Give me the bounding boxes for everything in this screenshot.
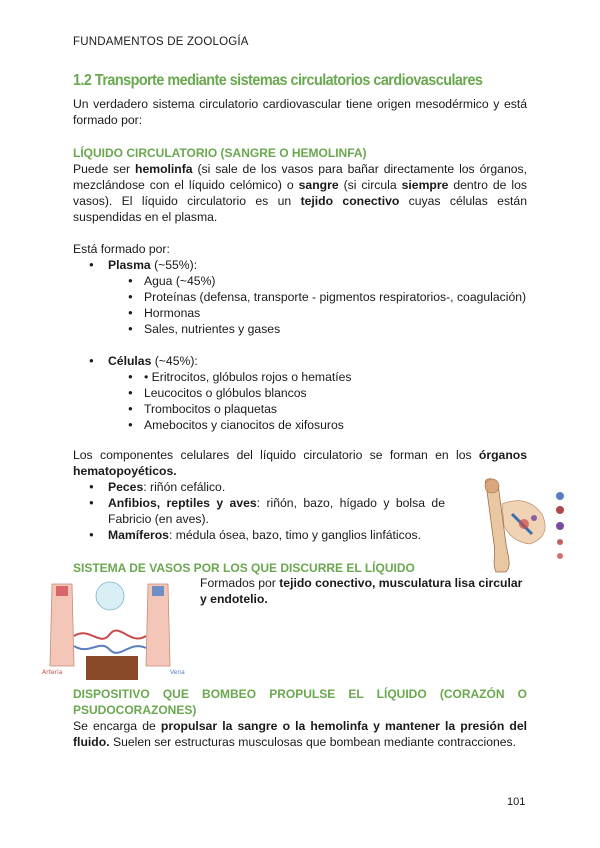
bone-marrow-illustration <box>472 474 572 574</box>
page-number: 101 <box>507 796 526 808</box>
composition-list <box>73 257 533 337</box>
list-item-mamiferos: ● Mamíferos: médula ósea, bazo, timo y ganglios linfáticos. <box>73 527 445 543</box>
list-item-cells: ● Células (~45%): <box>73 353 533 369</box>
list-item: ● Proteínas (defensa, transporte - pigmentos respiratorios-, coagulación) <box>73 289 533 305</box>
heading-liquido-circulatorio: LÍQUIDO CIRCULATORIO (SANGRE O HEMOLINFA) <box>73 146 367 160</box>
section-title: 1.2 Transporte mediante sistemas circulatorios cardiovasculares <box>73 72 483 89</box>
list-item: ● Leucocitos o glóbulos blancos <box>73 385 533 401</box>
heading-sistema-vasos: SISTEMA DE VASOS POR LOS QUE DISCURRE EL LÍQUIDO <box>73 561 415 575</box>
list-item: ● Agua (~45%) <box>73 273 533 289</box>
svg-text:Arteria: Arteria <box>42 669 63 676</box>
formed-by-label: Está formado por: <box>73 242 170 256</box>
list-item-plasma: ● Plasma (~55%): <box>73 257 533 273</box>
running-header: FUNDAMENTOS DE ZOOLOGÍA <box>73 36 249 48</box>
list-item: ● Amebocitos y cianocitos de xifosuros <box>73 417 533 433</box>
organs-list <box>73 479 445 543</box>
hematopoietic-paragraph: Los componentes celulares del líquido circulatorio se forman en los órganos hematopoyéticos. <box>73 448 527 478</box>
cells-list <box>73 353 533 433</box>
liquid-paragraph: Puede ser hemolinfa (si sale de los vasos para bañar directamente los órganos, mezclándose con el líquido celómico) o sangre (si circula siempre dentro de los vasos). El líquido circulatorio es un tejido conectivo cuyas células están suspendidas en el plasma. <box>73 162 527 224</box>
list-item: ● Sales, nutrientes y gases <box>73 321 533 337</box>
list-item: ● Hormonas <box>73 305 533 321</box>
pump-paragraph: Se encarga de propulsar la sangre o la hemolinfa y mantener la presión del fluido. Suelen ser estructuras musculosas que bombean mediante contracciones. <box>73 719 528 749</box>
list-item-anfibios: ● Anfibios, reptiles y aves: riñón, bazo, hígado y bolsa de Fabricio (en aves). <box>73 495 445 527</box>
list-item: ● • Eritrocitos, glóbulos rojos o hematíes <box>73 369 533 385</box>
intro-paragraph: Un verdadero sistema circulatorio cardiovascular tiene origen mesodérmico y está formado por: <box>73 97 527 127</box>
vessels-paragraph: Formados por tejido conectivo, musculatura lisa circular y endotelio. <box>200 576 523 606</box>
heading-dispositivo-bombeo: DISPOSITIVO QUE BOMBEO PROPULSE EL LÍQUIDO (CORAZÓN O PSUDOCORAZONES) <box>73 687 527 717</box>
list-item: ● Trombocitos o plaquetas <box>73 401 533 417</box>
list-item-peces: ● Peces: riñón cefálico. <box>73 479 445 495</box>
blood-vessels-illustration <box>30 576 200 682</box>
svg-text:Vena: Vena <box>170 669 185 676</box>
